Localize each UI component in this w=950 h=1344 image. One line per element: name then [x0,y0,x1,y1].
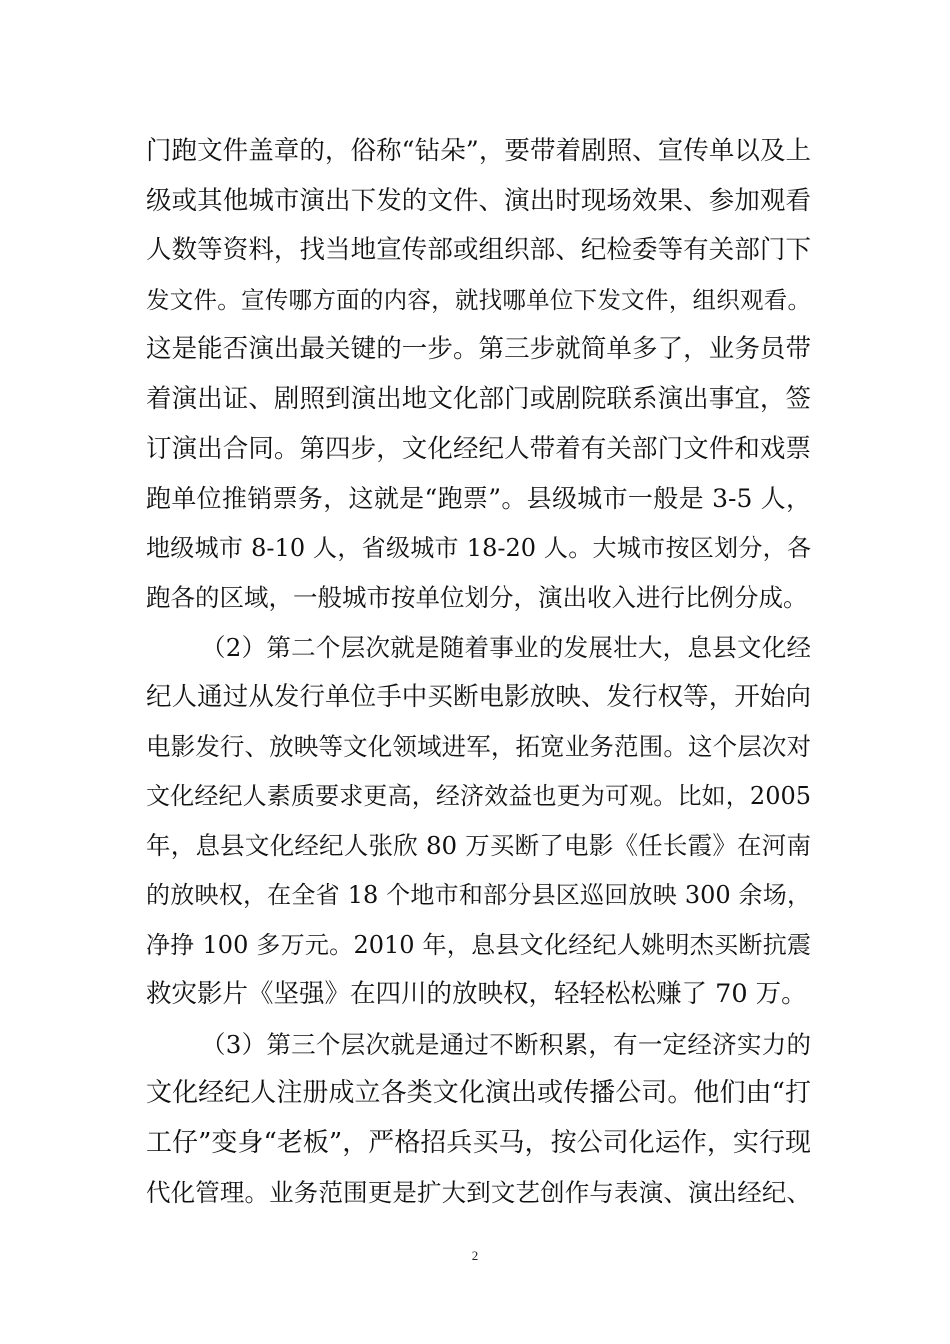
text-line: 级或其他城市演出下发的文件、演出时现场效果、参加观看 [146,185,811,216]
text-line: 发文件。宣传哪方面的内容，就找哪单位下发文件，组织观看。 [146,285,811,314]
text-line: 门跑文件盖章的，俗称“钻朵”，要带着剧照、宣传单以及上 [146,136,811,166]
text-line: 着演出证、剧照到演出地文化部门或剧院联系演出事宜，签 [146,383,811,414]
text-line: 这是能否演出最关键的一步。第三步就简单多了，业务员带 [146,334,811,365]
text-line: 跑各的区域，一般城市按单位划分，演出收入进行比例分成。 [146,583,808,613]
page-number: 2 [471,1248,479,1263]
text-line: 年，息县文化经纪人张欣 80 万买断了电影《任长霞》在河南 [146,831,811,861]
text-line: 地级城市 8-10 人，省级城市 18-20 人。大城市按区划分，各 [146,533,811,562]
text-line: 文化经纪人素质要求更高，经济效益也更为可观。比如，2005 [146,781,811,810]
text-line: 人数等资料，找当地宣传部或组织部、纪检委等有关部门下 [146,235,811,266]
text-line: 纪人通过从发行单位手中买断电影放映、发行权等，开始向 [146,681,811,712]
text-line: 文化经纪人注册成立各类文化演出或传播公司。他们由“打 [146,1078,811,1109]
text-line: 电影发行、放映等文化领域进军，拓宽业务范围。这个层次对 [146,732,811,762]
text-line: 订演出合同。第四步，文化经纪人带着有关部门文件和戏票 [146,433,811,464]
text-line: 跑单位推销票务，这就是“跑票”。县级城市一般是 3-5 人， [146,484,811,514]
text-line: 净挣 100 多万元。2010 年，息县文化经纪人姚明杰买断抗震 [146,930,811,959]
paragraph-start-line: （2）第二个层次就是随着事业的发展壮大，息县文化经 [201,632,811,662]
text-line: 工仔”变身“老板”，严格招兵买马，按公司化运作，实行现 [146,1127,811,1158]
paragraph-start-line: （3）第三个层次就是通过不断积累，有一定经济实力的 [201,1029,811,1059]
text-line: 代化管理。业务范围更是扩大到文艺创作与表演、演出经纪、 [146,1178,811,1208]
text-line: 救灾影片《坚强》在四川的放映权，轻轻松松赚了 70 万。 [146,979,807,1010]
text-line: 的放映权，在全省 18 个地市和部分县区巡回放映 300 余场， [146,880,811,909]
body-text [146,127,811,1218]
